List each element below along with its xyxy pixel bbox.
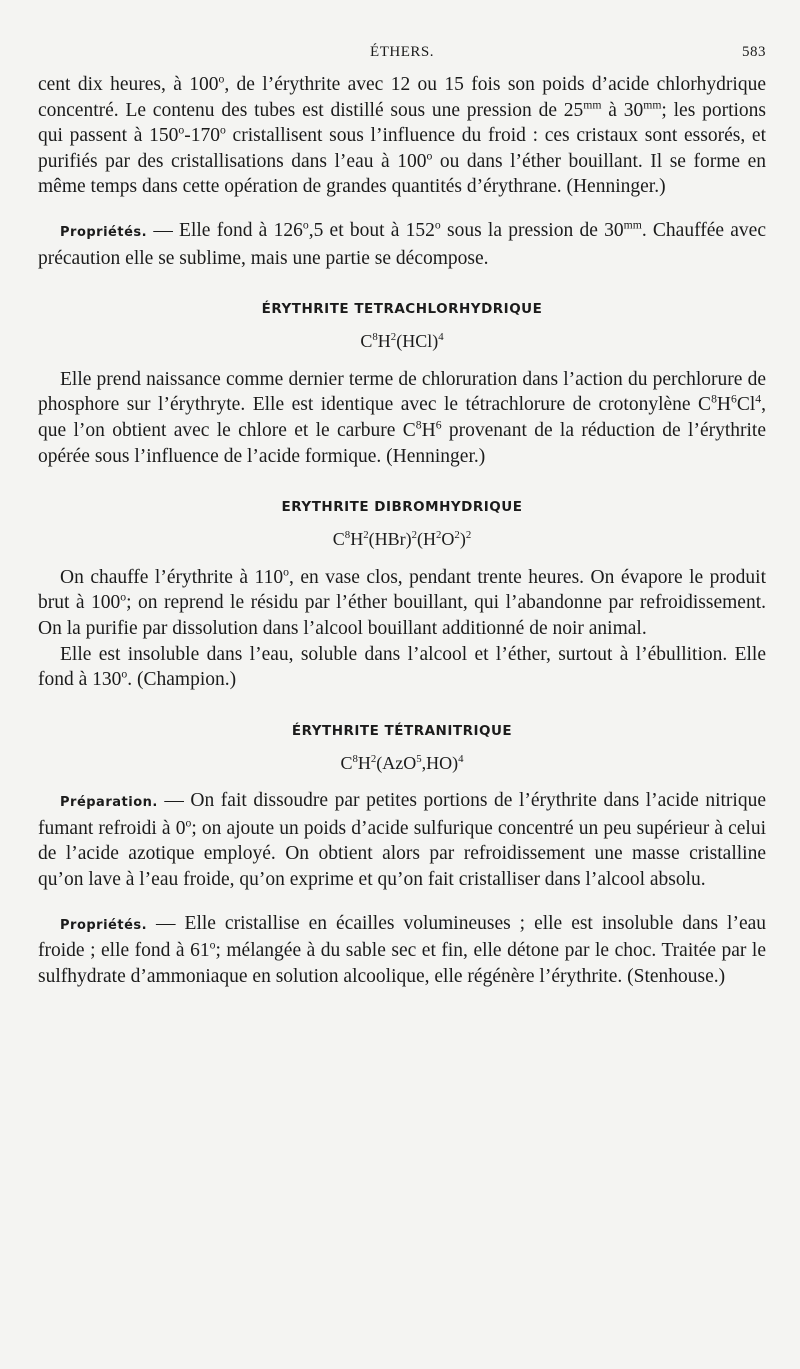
formula-dibromhydrique: $C^8H^2(HBr)^2(H^2O^2)^2$ [332,529,472,550]
formula-tetrachlorhydrique: $C^8H^2(HCl)^4$ [360,331,444,352]
paragraph-dibromhydrique-1: On chauffe l’érythrite à 110$^o$, en vase clos, pendant trente heures. On évapore le produit brut à 100$^o$; on reprend le résidu par l’éther bouillant, qui l’abandonne par refroidissement. On la purifie par dissolution dans l’alcool bouillant additionné de noir animal. [38,565,767,639]
properties-label: Propriétés. [60,917,148,933]
page-number: 583 [742,44,766,60]
properties-label: Propriétés. [60,224,148,240]
properties-text: — Elle fond à 126$^o$,5 et bout à 152$^o$ sous la pression de $30^{mm}$. Chauffée avec précaution elle se sublime, mais une partie se décompose. [38,218,766,269]
paragraph-properties-2 [38,911,766,990]
running-header [38,44,766,72]
paragraph-preparation [38,788,766,892]
preparation-label: Préparation. [60,795,158,811]
preparation-text: — On fait dissoudre par petites portions de l’érythrite dans l’acide nitrique fumant refroidi à 0$^o$; on ajoute un poids d’acide sulfurique concentré un peu supérieur à celui de l’acide azotique employé. On obtient alors par refroidissement une masse cristalline qu’on lave à l’eau froide, qu’on exprime et qu’on fait cristalliser dans l’alcool absolu. [38,790,766,891]
section-title-tetrachlorhydrique: ÉRYTHRITE TETRACHLORHYDRIQUE [261,301,543,318]
running-title: ÉTHERS. [370,44,434,60]
section-title-dibromhydrique: ERYTHRITE DIBROMHYDRIQUE [281,499,523,516]
paragraph-tetrachlorhydrique: Elle prend naissance comme dernier terme de chloruration dans l’action du perchlorure de phosphore sur l’érythryte. Elle est identique avec le tétrachlorure de crotonylène $C^8H^6Cl^4$, que l’on obtient avec le chlore et le carbure $C^8H^6$ provenant de la réduction de l’érythrite opérée sous l’influence de l’acide formique. (Henninger.) [38,368,766,467]
paragraph-intro: cent dix heures, à 100$^o$, de l’érythrite avec 12 ou 15 fois son poids d’acide chlorhydrique concentré. Le contenu des tubes est distillé sous une pression de $25^{mm}$ à $30^{mm}$; les portions qui passent à 150$^o$-170$^o$ cristallisent sous l’influence du froid : ces cristaux sont essorés, et purifiés par des cristallisations dans l’eau à 100$^o$ ou dans l’éther bouillant. Il se forme en même temps dans cette opération de grandes quantités d’érythrane. (Henninger.) [38,72,767,198]
properties-text: — Elle cristallise en écailles volumineuses ; elle est insoluble dans l’eau froide ; elle fond à 61$^o$; mélangée à du sable sec et fin, elle détone par le choc. Traitée par le sulfhydrate d’ammoniaque en solution alcoolique, elle régénère l’érythrite. (Stenhouse.) [38,912,766,987]
formula-tetranitrique: $C^8H^2(AzO^5,HO)^4$ [340,752,464,773]
paragraph-dibromhydrique-2: Elle est insoluble dans l’eau, soluble dans l’alcool et l’éther, surtout à l’ébullition. Elle fond à 130$^o$. (Champion.) [38,643,766,691]
paragraph-properties-1 [38,218,766,271]
page [38,44,766,989]
section-title-tetranitrique: ÉRYTHRITE TÉTRANITRIQUE [291,722,513,739]
